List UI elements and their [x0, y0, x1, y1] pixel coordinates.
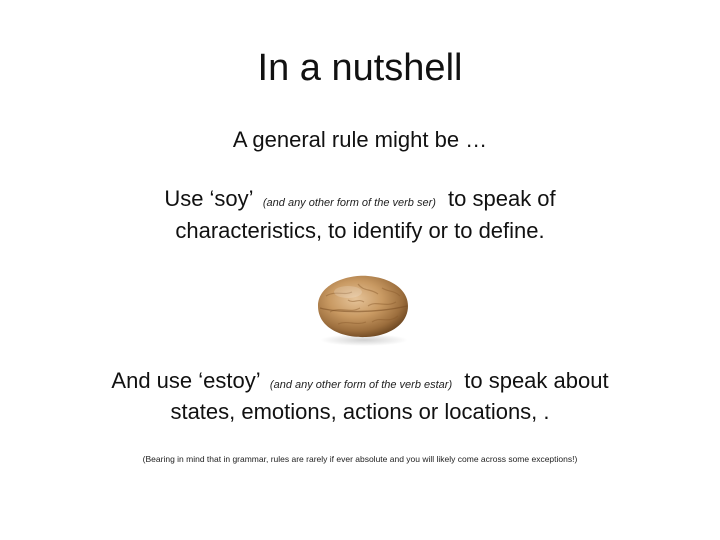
estar-rule-lead: And use ‘estoy’	[111, 368, 260, 393]
ser-rule-note: (and any other form of the verb ser)	[262, 197, 436, 209]
estar-rule-tail: to speak about	[464, 368, 609, 393]
subtitle: A general rule might be …	[232, 127, 488, 152]
ser-rule-line-2: characteristics, to identify or to define.	[175, 218, 545, 243]
walnut-image	[308, 266, 418, 348]
ser-rule-lead: Use ‘soy’	[164, 186, 253, 211]
footnote: (Bearing in mind that in grammar, rules are rarely if ever absolute and you will likely come across some exceptions!)	[142, 454, 578, 464]
estar-rule-line-1	[0, 366, 720, 400]
ser-rule-tail: to speak of	[448, 186, 556, 211]
estar-rule-line-2: states, emotions, actions or locations, .	[170, 399, 550, 424]
estar-rule-note: (and any other form of the verb estar)	[269, 379, 453, 391]
ser-rule-line-1	[0, 184, 720, 218]
slide-title: In a nutshell	[257, 47, 463, 89]
